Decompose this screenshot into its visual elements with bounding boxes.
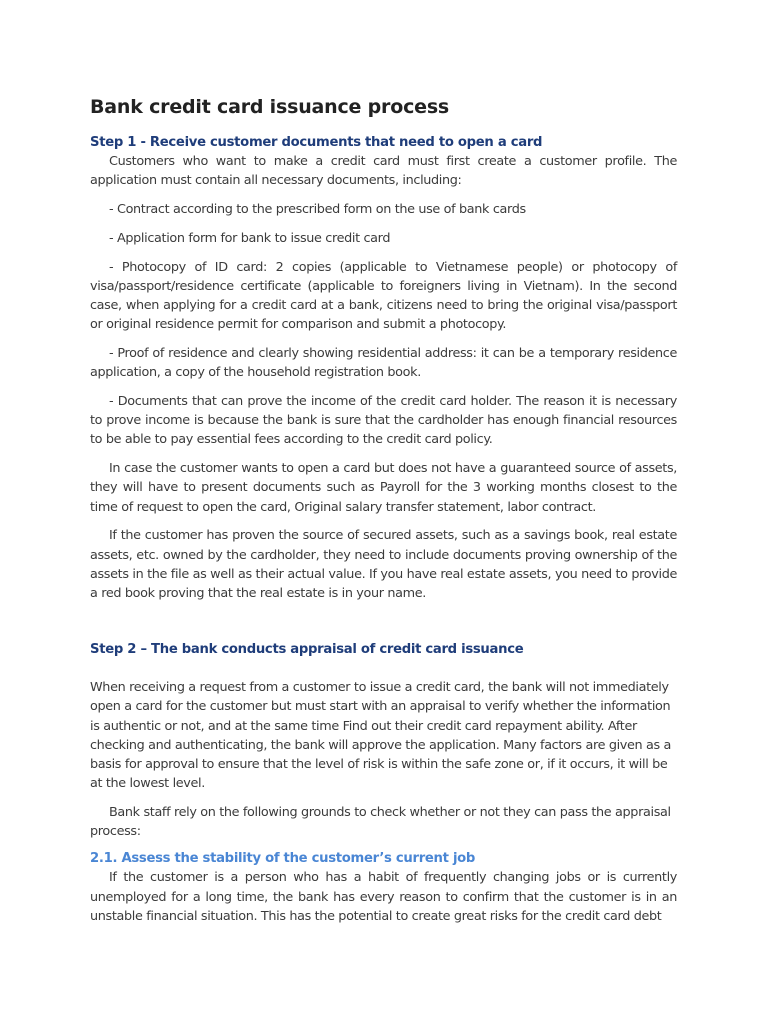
step2-sub1-para: If the customer is a person who has a habit of frequently changing jobs or is currently unemployed for a long time, the bank has every reason to confirm that the customer is in an unstable financial situation. This has the potential to create great risks for the credit card debt — [90, 870, 677, 924]
step1-para-no-assets: In case the customer wants to open a card but does not have a guaranteed source of assets, they will have to present documents such as Payroll for the 3 working months closest to the time of request to open the card, Original salary transfer statement, labor contract. — [90, 461, 677, 515]
step1-intro: Customers who want to make a credit card must first create a customer profile. The application must contain all necessary documents, including: — [90, 154, 677, 189]
step1-item-id-card: - Photocopy of ID card: 2 copies (applicable to Vietnamese people) or photocopy of visa/passport/residence certificate (applicable to foreigners living in Vietnam). In the second case, when applying for a credit card at a bank, citizens need to bring the original visa/passport or original residence permit for comparison and submit a photocopy. — [90, 259, 677, 333]
step1-item-application-form: - Application form for bank to issue credit card — [109, 230, 391, 246]
document-title: Bank credit card issuance process — [90, 96, 450, 118]
step2-heading: Step 2 – The bank conducts appraisal of credit card issuance — [90, 642, 524, 658]
step1-para-assets: If the customer has proven the source of secured assets, such as a savings book, real estate assets, etc. owned by the cardholder, they need to include documents proving ownership of the assets in the file as well as their actual value. If you have real estate assets, you need to provide a red book proving that the real estate is in your name. — [90, 528, 677, 602]
step1-heading: Step 1 - Receive customer documents that need to open a card — [90, 135, 543, 150]
step1-item-contract: - Contract according to the prescribed form on the use of bank cards — [109, 202, 526, 217]
step1-item-income-proof: - Documents that can prove the income of the credit card holder. The reason it is necessary to prove income is because the bank is sure that the cardholder has enough financial resources to be able to pay essential fees according to the credit card policy. — [90, 394, 677, 448]
step2-sub1-heading: 2.1. Assess the stability of the customer’s current job — [90, 851, 476, 867]
step2-para-appraisal: When receiving a request from a customer to issue a credit card, the bank will not immediately open a card for the customer but must start with an appraisal to verify whether the information is authentic or not, and at the same time Find out their credit card repayment ability. After checking and authenticating, the bank will approve the application. Many factors are given as a basis for approval to ensure that the level of risk is within the safe zone or, if it occurs, it will be at the lowest level. — [90, 680, 672, 792]
step1-item-residence-proof: - Proof of residence and clearly showing residential address: it can be a temporary residence application, a copy of the household registration book. — [90, 346, 677, 381]
step2-para-grounds: Bank staff rely on the following grounds to check whether or not they can pass the appraisal process: — [90, 805, 671, 840]
